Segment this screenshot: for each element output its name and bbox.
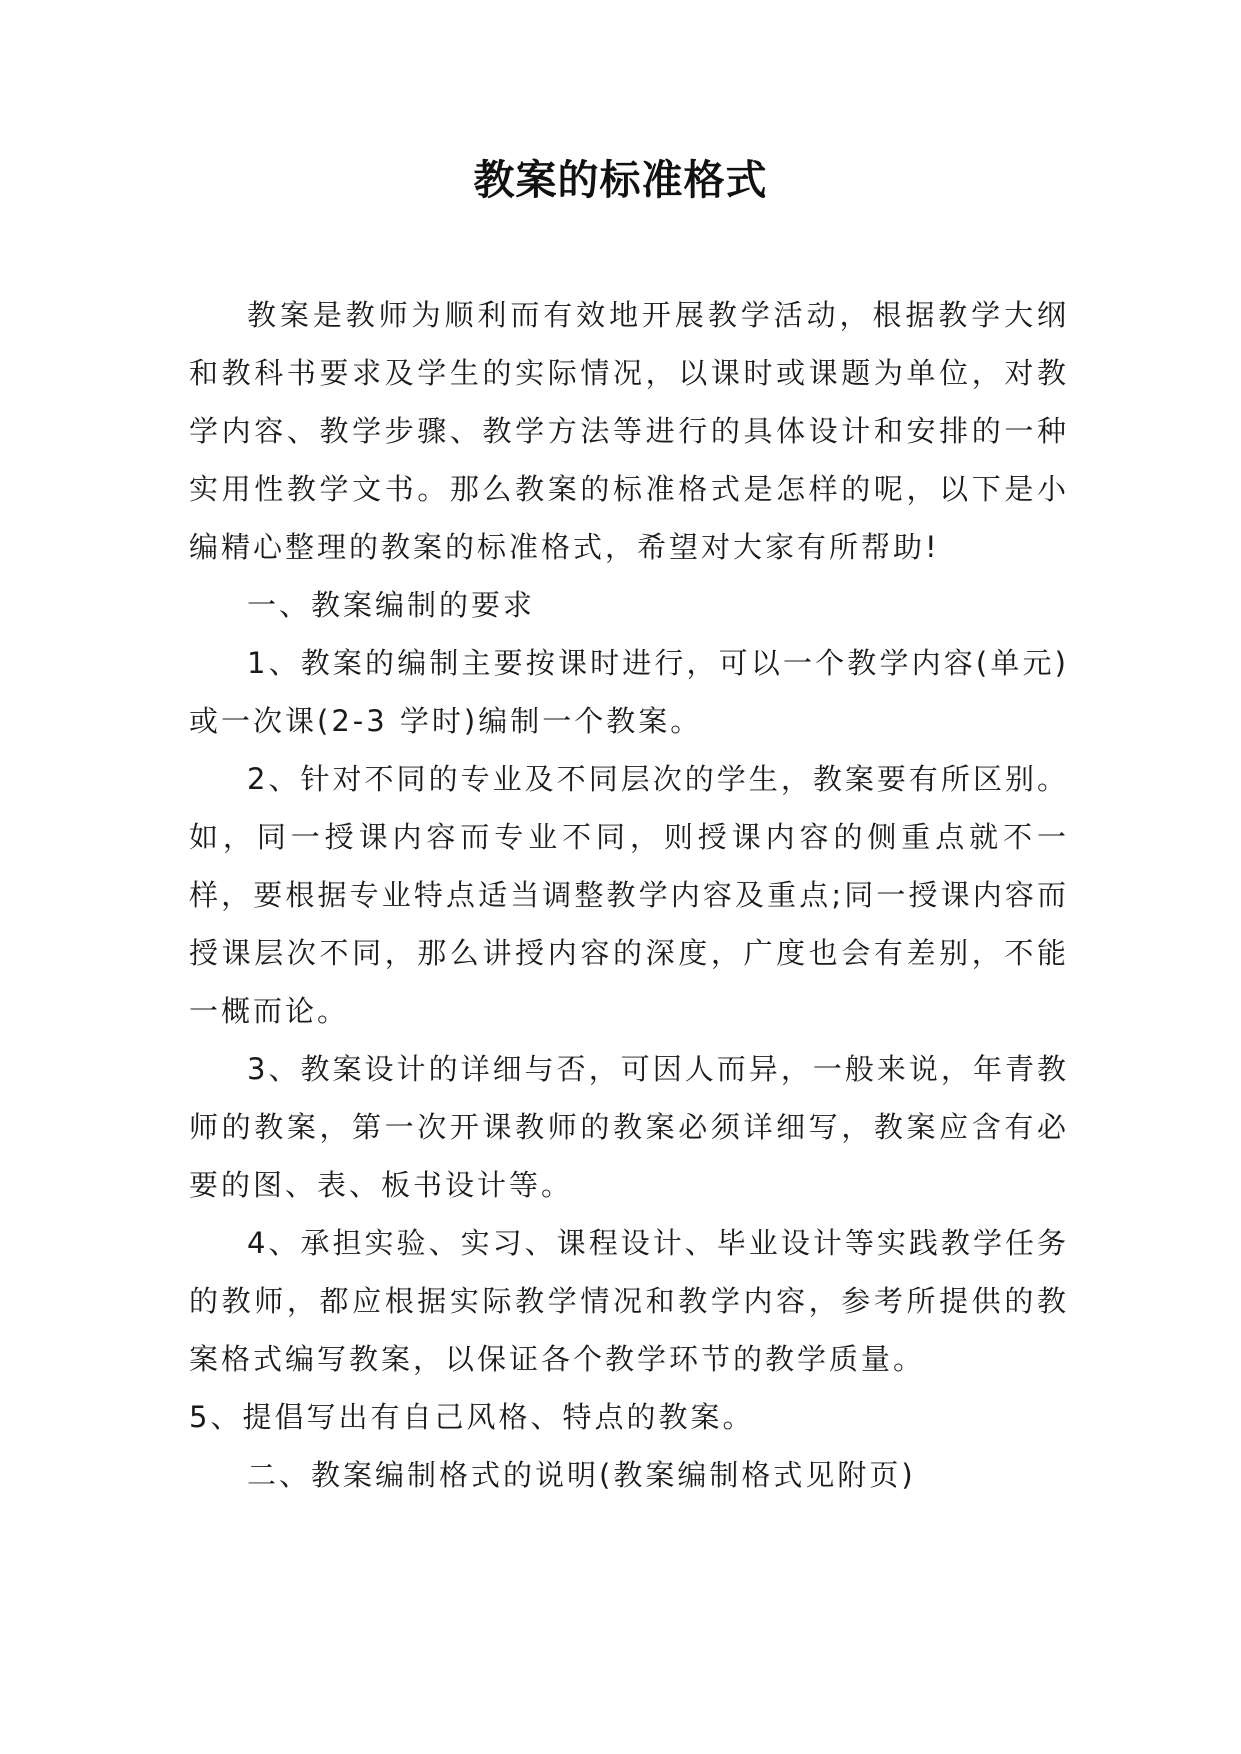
section-heading-requirements: 一、教案编制的要求 <box>247 588 536 622</box>
requirement-item-1: 1、教案的编制主要按课时进行，可以一个教学内容(单元)或一次课(2-3 学时)编制一个教案。 <box>189 646 1069 738</box>
intro-paragraph: 教案是教师为顺利而有效地开展教学活动，根据教学大纲和教科书要求及学生的实际情况，以课时或课题为单位，对教学内容、教学步骤、教学方法等进行的具体设计和安排的一种实用性教学文书。那么教案的标准格式是怎样的呢，以下是小编精心整理的教案的标准格式，希望对大家有所帮助! <box>189 298 1069 564</box>
document-title: 教案的标准格式 <box>473 156 768 204</box>
requirement-item-4: 4、承担实验、实习、课程设计、毕业设计等实践教学任务的教师，都应根据实际教学情况和教学内容，参考所提供的教案格式编写教案，以保证各个教学环节的教学质量。 <box>189 1226 1069 1376</box>
requirement-item-2: 2、针对不同的专业及不同层次的学生，教案要有所区别。如，同一授课内容而专业不同，则授课内容的侧重点就不一样，要根据专业特点适当调整教学内容及重点;同一授课内容而授课层次不同，那么讲授内容的深度，广度也会有差别，不能一概而论。 <box>189 762 1069 1028</box>
section-heading-format: 二、教案编制格式的说明(教案编制格式见附页) <box>247 1458 916 1492</box>
document-body <box>189 286 1069 1504</box>
requirement-item-3: 3、教案设计的详细与否，可因人而异，一般来说，年青教师的教案，第一次开课教师的教案必须详细写，教案应含有必要的图、表、板书设计等。 <box>189 1052 1069 1202</box>
requirement-item-5: 5、提倡写出有自己风格、特点的教案。 <box>189 1400 755 1434</box>
